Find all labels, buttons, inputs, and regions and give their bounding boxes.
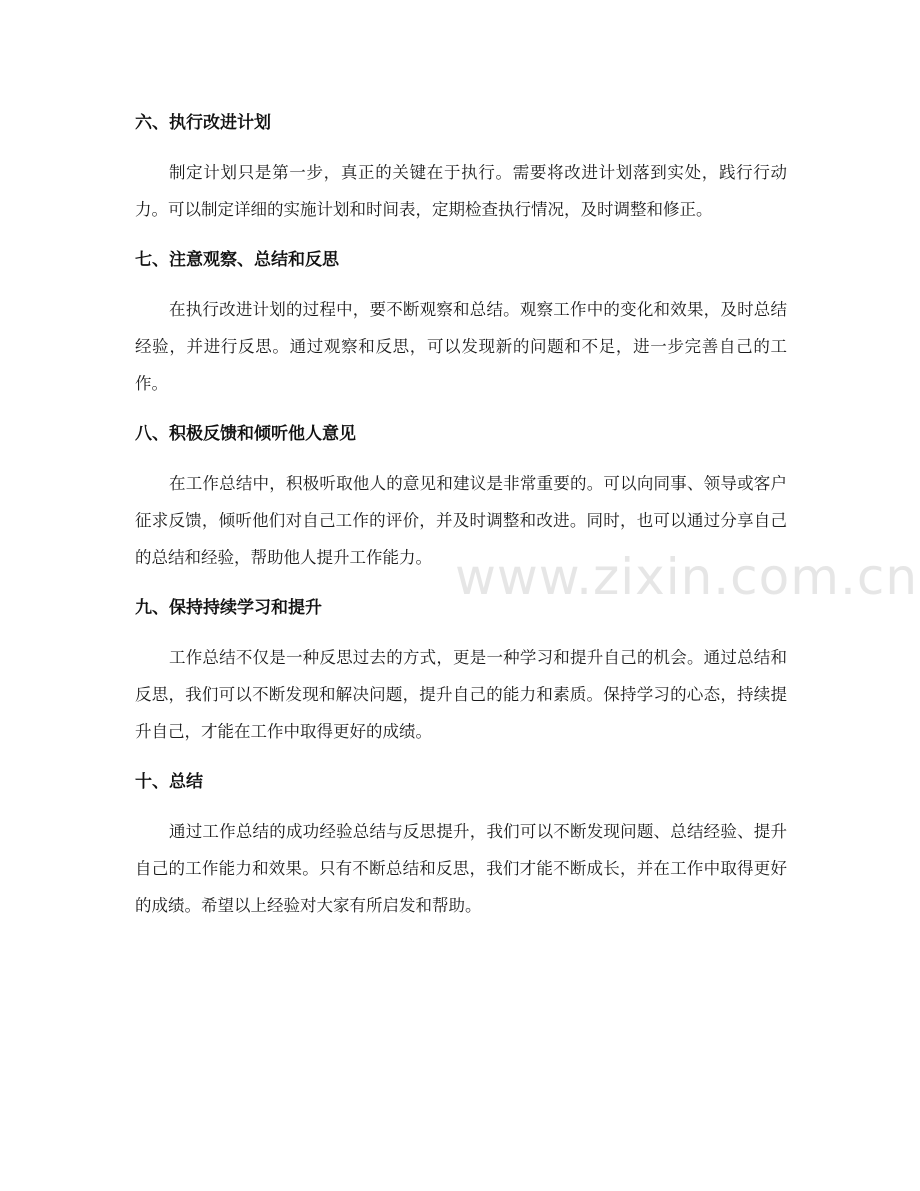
section-paragraph: 通过工作总结的成功经验总结与反思提升，我们可以不断发现问题、总结经验、提升自己的工作能力和效果。只有不断总结和反思，我们才能不断成长，并在工作中取得更好的成绩。希望以上经验对大家有所启发和帮助。	[135, 822, 787, 915]
section-heading: 六、执行改进计划	[135, 113, 271, 133]
section-paragraph: 在执行改进计划的过程中，要不断观察和总结。观察工作中的变化和效果，及时总结经验，并进行反思。通过观察和反思，可以发现新的问题和不足，进一步完善自己的工作。	[135, 300, 787, 393]
section-paragraph: 制定计划只是第一步，真正的关键在于执行。需要将改进计划落到实处，践行行动力。可以制定详细的实施计划和时间表，定期检查执行情况，及时调整和修正。	[135, 163, 787, 219]
section-6	[135, 106, 787, 228]
watermark: www.zixin.com.cn	[455, 548, 919, 606]
document-body	[135, 106, 787, 939]
section-8	[135, 417, 787, 576]
section-heading: 十、总结	[135, 772, 203, 792]
section-paragraph: 在工作总结中，积极听取他人的意见和建议是非常重要的。可以向同事、领导或客户征求反馈，倾听他们对自己工作的评价，并及时调整和改进。同时，也可以通过分享自己的总结和经验，帮助他人提升工作能力。	[135, 474, 787, 567]
section-heading: 七、注意观察、总结和反思	[135, 250, 339, 270]
section-7	[135, 243, 787, 402]
section-heading: 八、积极反馈和倾听他人意见	[135, 424, 356, 444]
section-10	[135, 765, 787, 924]
section-paragraph: 工作总结不仅是一种反思过去的方式，更是一种学习和提升自己的机会。通过总结和反思，我们可以不断发现和解决问题，提升自己的能力和素质。保持学习的心态，持续提升自己，才能在工作中取得更好的成绩。	[135, 648, 787, 741]
section-heading: 九、保持持续学习和提升	[135, 598, 322, 618]
section-9	[135, 591, 787, 750]
